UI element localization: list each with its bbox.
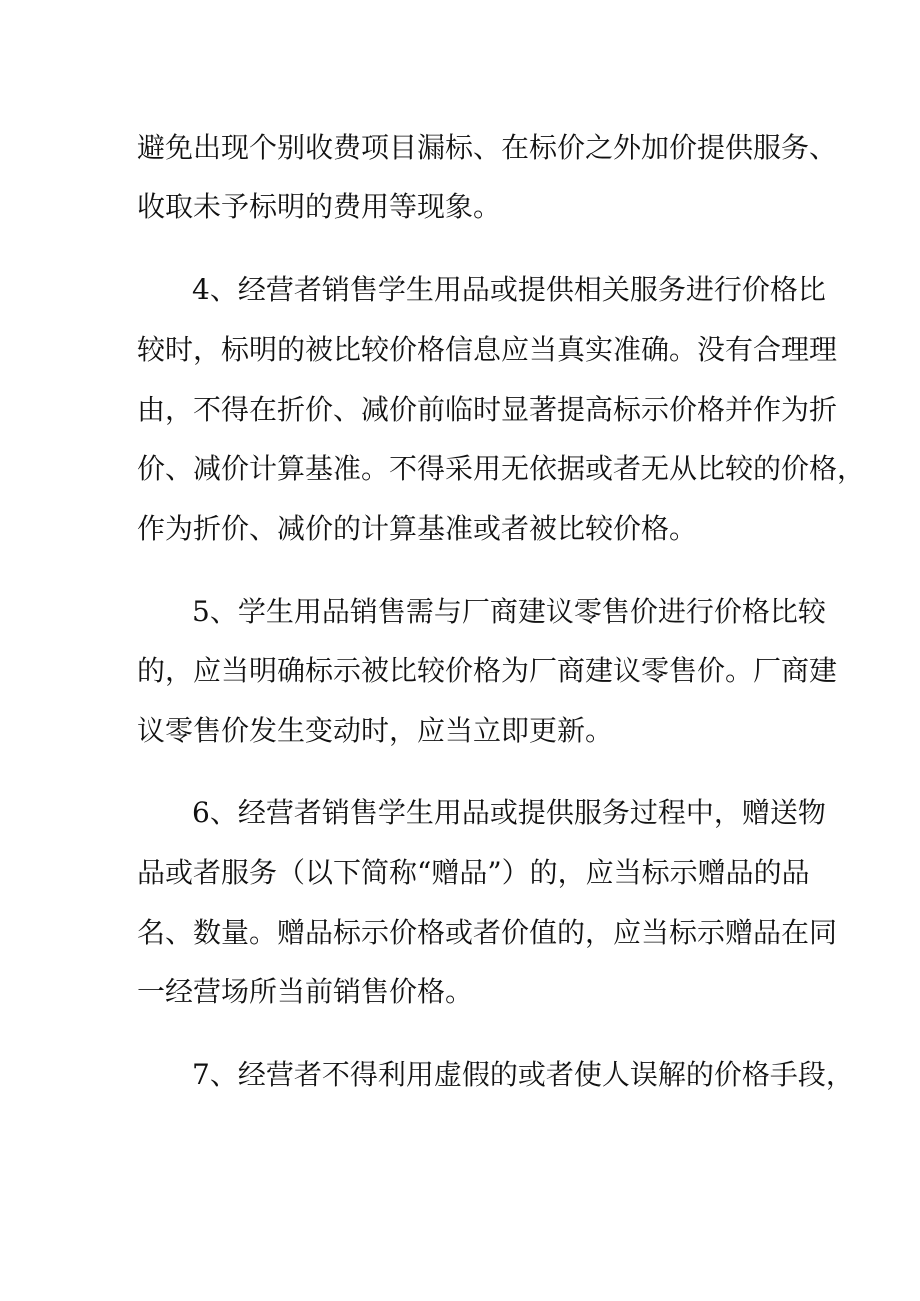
text-line: 一经营场所当前销售价格。 [137,975,474,1008]
text-line: 作为折价、减价的计算基准或者被比较价格。 [137,512,698,545]
text-line: 避免出现个别收费项目漏标、在标价之外加价提供服务、 [137,131,838,164]
text-line: 4、经营者销售学生用品或提供相关服务进行价格比 [192,273,826,306]
text-line: 的，应当明确标示被比较价格为厂商建议零售价。厂商建 [137,654,838,687]
text-line: 议零售价发生变动时，应当立即更新。 [137,714,614,747]
text-line: 品或者服务（以下简称“赠品”）的，应当标示赠品的品 [137,856,810,889]
text-line: 较时，标明的被比较价格信息应当真实准确。没有合理理 [137,333,838,366]
text-line: 由，不得在折价、减价前临时显著提高标示价格并作为折 [137,393,838,426]
text-line: 价、减价计算基准。不得采用无依据或者无从比较的价格， [137,452,866,485]
text-line: 6、经营者销售学生用品或提供服务过程中，赠送物 [192,796,826,829]
text-line: 名、数量。赠品标示价格或者价值的，应当标示赠品在同 [137,916,838,949]
text-line: 7、经营者不得利用虚假的或者使人误解的价格手段， [192,1058,854,1091]
text-line: 5、学生用品销售需与厂商建议零售价进行价格比较 [192,595,826,628]
text-line: 收取未予标明的费用等现象。 [137,190,502,223]
